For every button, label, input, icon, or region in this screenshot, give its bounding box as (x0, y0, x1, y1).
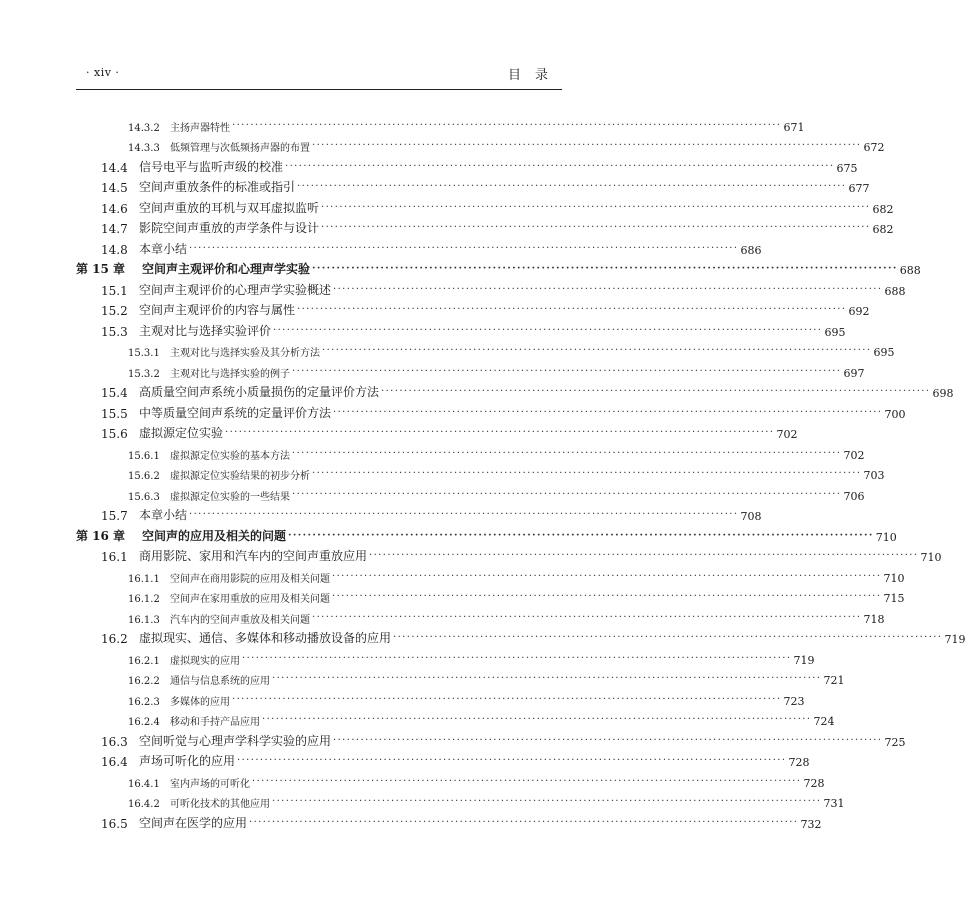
dot-leader: ························································································································ (292, 447, 842, 459)
toc-entry-number: 16.3 (101, 734, 128, 749)
toc-chapter-entry[interactable] (76, 257, 921, 278)
toc-entry-number: 16.4 (101, 755, 128, 769)
toc-entry-page: 718 (863, 612, 885, 626)
toc-entry-title: 移动和手持产品应用 (170, 717, 260, 728)
toc-entry-title: 虚拟源定位实验的基本方法 (170, 450, 290, 462)
toc-section-entry[interactable] (76, 380, 954, 401)
toc-entry-number: 15.1 (101, 283, 128, 298)
toc-entry-number: 15.6.1 (128, 450, 160, 462)
dot-leader: ························································································································ (381, 386, 931, 397)
dot-leader: ························································································································ (333, 734, 883, 746)
toc-section-entry[interactable] (76, 216, 894, 237)
toc-entry-page: 686 (740, 243, 762, 257)
dot-leader: ························································································································ (232, 693, 782, 705)
toc-entry-number: 16.5 (101, 816, 128, 831)
toc-entry-title: 影院空间声重放的声学条件与设计 (139, 221, 320, 235)
dot-leader: ························································································································ (322, 345, 872, 356)
toc-chapter-entry[interactable] (76, 523, 897, 544)
toc-entry-title: 空间声的应用及相关的问题 (142, 528, 287, 543)
toc-section-entry[interactable] (76, 298, 870, 319)
toc-entry-title: 虚拟源定位实验的一些结果 (170, 491, 290, 503)
toc-entry-page: 723 (783, 694, 805, 708)
toc-entry-title: 空间声主观评价的心理声学实验概述 (139, 282, 332, 297)
toc-entry-page: 721 (823, 674, 845, 687)
toc-entry-page: 698 (932, 387, 954, 400)
toc-section-entry[interactable] (76, 421, 798, 442)
toc-entry-page: 700 (884, 407, 906, 421)
toc-entry-title: 空间声主观评价和心理声学实验 (142, 262, 311, 276)
toc-entry-page: 695 (873, 346, 895, 359)
toc-entry-title: 虚拟源定位实验 (139, 426, 224, 440)
toc-subsection-entry[interactable] (76, 769, 825, 790)
toc-entry-number: 16.1.1 (128, 573, 160, 585)
dot-leader: ························································································································ (249, 816, 799, 828)
dot-leader: ························································································································ (273, 324, 823, 336)
toc-entry-number: 16.4.2 (128, 799, 160, 810)
toc-entry-title: 可听化技术的其他应用 (170, 799, 270, 810)
toc-entry-number: 15.4 (101, 386, 128, 400)
toc-entry-page: 675 (836, 161, 858, 175)
toc-entry-number: 15.7 (101, 509, 128, 523)
dot-leader: ························································································································ (297, 304, 847, 315)
toc-entry-number: 16.1.3 (128, 614, 160, 626)
toc-entry-number: 16.1 (101, 550, 128, 564)
dot-leader: ························································································································ (393, 632, 943, 643)
toc-entry-number: 15.6 (101, 427, 128, 441)
dot-leader: ························································································································ (272, 673, 822, 684)
dot-leader: ························································································································ (321, 222, 871, 233)
dot-leader: ························································································································ (332, 591, 882, 602)
dot-leader: ························································································································ (312, 263, 898, 274)
dot-leader: ························································································································ (262, 714, 812, 725)
toc-entry-page: 719 (793, 653, 815, 667)
running-header (76, 66, 562, 86)
dot-leader: ························································································································ (312, 611, 862, 623)
toc-section-entry[interactable] (76, 195, 894, 216)
toc-entry-title: 主观对比与选择实验的例子 (170, 368, 290, 380)
dot-leader: ························································································································ (285, 160, 835, 172)
toc-entry-title: 多媒体的应用 (170, 696, 230, 708)
toc-entry-title: 主观对比与选择实验评价 (139, 323, 272, 338)
dot-leader: ························································································································ (333, 406, 883, 418)
toc-subsection-entry[interactable] (76, 441, 865, 462)
toc-subsection-entry[interactable] (76, 564, 905, 585)
toc-subsection-entry[interactable] (76, 585, 905, 606)
toc-entry-number: 14.7 (101, 222, 128, 236)
toc-entry-title: 主扬声器特性 (170, 122, 230, 134)
toc-entry-title: 空间声在医学的应用 (139, 815, 248, 830)
toc-section-entry[interactable] (76, 749, 810, 770)
dot-leader: ························································································································ (292, 365, 842, 377)
dot-leader: ························································································································ (369, 550, 919, 561)
table-of-contents (76, 113, 965, 831)
toc-entry-number: 16.2.3 (128, 696, 160, 708)
toc-entry-number: 16.2.2 (128, 676, 160, 687)
toc-subsection-entry[interactable] (76, 646, 815, 667)
toc-subsection-entry[interactable] (76, 667, 845, 688)
toc-entry-title: 空间声重放条件的标准或指引 (139, 180, 296, 194)
toc-entry-title: 通信与信息系统的应用 (170, 676, 270, 687)
toc-entry-title: 汽车内的空间声重放及相关问题 (170, 614, 310, 626)
toc-subsection-entry[interactable] (76, 134, 885, 155)
toc-section-entry[interactable] (76, 544, 942, 565)
toc-entry-number: 第 16 章 (76, 528, 126, 543)
toc-entry-title: 虚拟现实、通信、多媒体和移动播放设备的应用 (139, 631, 392, 645)
toc-section-entry[interactable] (76, 400, 906, 421)
toc-entry-page: 725 (884, 735, 906, 749)
toc-section-entry[interactable] (76, 318, 846, 339)
toc-subsection-entry[interactable] (76, 482, 865, 503)
toc-entry-title: 信号电平与监听声级的校准 (139, 159, 284, 174)
toc-subsection-entry[interactable] (76, 687, 805, 708)
toc-section-entry[interactable] (76, 154, 858, 175)
toc-subsection-entry[interactable] (76, 359, 865, 380)
toc-entry-title: 空间听觉与心理声学科学实验的应用 (139, 733, 332, 748)
toc-entry-title: 空间声在家用重放的应用及相关问题 (170, 594, 330, 605)
toc-entry-number: 14.6 (101, 201, 128, 216)
toc-section-entry[interactable] (76, 236, 762, 257)
toc-entry-page: 706 (843, 489, 865, 503)
toc-entry-title: 高质量空间声系统小质量损伤的定量评价方法 (139, 385, 380, 399)
toc-entry-title: 虚拟源定位实验结果的初步分析 (170, 471, 310, 482)
dot-leader: ························································································································ (237, 755, 787, 766)
toc-entry-title: 室内声场的可听化 (170, 778, 250, 790)
toc-entry-title: 虚拟现实的应用 (170, 655, 240, 667)
toc-section-entry[interactable] (76, 728, 906, 749)
toc-entry-page: 715 (883, 592, 905, 605)
toc-entry-page: 728 (788, 756, 810, 769)
toc-entry-page: 719 (944, 633, 965, 646)
page-number: · xiv · (86, 66, 120, 79)
toc-entry-number: 14.4 (101, 160, 128, 175)
toc-entry-number: 16.4.1 (128, 778, 160, 790)
toc-entry-number: 14.8 (101, 242, 128, 257)
toc-entry-title: 空间声主观评价的内容与属性 (139, 303, 296, 317)
dot-leader: ························································································································ (272, 796, 822, 807)
toc-entry-title: 低频管理与次低频扬声器的布置 (170, 143, 310, 154)
toc-entry-title: 中等质量空间声系统的定量评价方法 (139, 405, 332, 420)
toc-entry-page: 697 (843, 366, 865, 380)
toc-subsection-entry[interactable] (76, 605, 885, 626)
dot-leader: ························································································································ (252, 775, 802, 787)
toc-entry-number: 14.3.2 (128, 122, 160, 134)
toc-subsection-entry[interactable] (76, 708, 835, 729)
running-section-title: 目录 (507, 68, 562, 83)
toc-entry-number: 16.2 (101, 632, 128, 646)
toc-entry-page: 724 (813, 715, 835, 728)
toc-entry-page: 695 (824, 325, 846, 339)
toc-entry-page: 703 (863, 469, 885, 482)
toc-section-entry[interactable] (76, 810, 822, 831)
dot-leader: ························································································································ (321, 201, 871, 213)
toc-entry-number: 15.3.2 (128, 368, 160, 380)
toc-entry-page: 728 (803, 776, 825, 790)
toc-entry-page: 702 (776, 428, 798, 441)
toc-entry-page: 688 (884, 284, 906, 298)
toc-entry-number: 15.6.2 (128, 471, 160, 482)
toc-entry-page: 677 (848, 182, 870, 195)
toc-entry-number: 16.2.1 (128, 655, 160, 667)
toc-entry-page: 682 (872, 202, 894, 216)
toc-entry-title: 空间声在商用影院的应用及相关问题 (170, 573, 330, 585)
toc-subsection-entry[interactable] (76, 113, 805, 134)
toc-entry-number: 第 15 章 (76, 262, 126, 276)
toc-entry-page: 731 (823, 797, 845, 810)
toc-entry-page: 672 (863, 141, 885, 154)
toc-subsection-entry[interactable] (76, 790, 845, 811)
toc-entry-title: 空间声重放的耳机与双耳虚拟监听 (139, 200, 320, 215)
toc-entry-page: 710 (883, 571, 905, 585)
header-rule (76, 89, 562, 90)
toc-entry-title: 商用影院、家用和汽车内的空间声重放应用 (139, 549, 368, 563)
dot-leader: ························································································································ (332, 570, 882, 582)
toc-section-entry[interactable] (76, 277, 906, 298)
dot-leader: ························································································································ (232, 119, 782, 131)
toc-entry-title: 主观对比与选择实验及其分析方法 (170, 348, 320, 359)
toc-section-entry[interactable] (76, 503, 762, 524)
toc-entry-number: 15.6.3 (128, 491, 160, 503)
toc-entry-title: 本章小结 (139, 241, 188, 256)
toc-section-entry[interactable] (76, 175, 870, 196)
toc-section-entry[interactable] (76, 626, 965, 647)
toc-entry-page: 732 (800, 817, 822, 831)
toc-subsection-entry[interactable] (76, 339, 895, 360)
dot-leader: ························································································································ (189, 509, 739, 520)
toc-entry-number: 16.1.2 (128, 594, 160, 605)
toc-entry-number: 14.3.3 (128, 143, 160, 154)
toc-entry-number: 15.3.1 (128, 348, 160, 359)
toc-entry-page: 692 (848, 305, 870, 318)
toc-entry-title: 本章小结 (139, 508, 188, 522)
toc-entry-page: 710 (875, 530, 897, 544)
dot-leader: ························································································································ (292, 488, 842, 500)
toc-entry-page: 708 (740, 510, 762, 523)
dot-leader: ························································································································ (333, 283, 883, 295)
toc-entry-number: 14.5 (101, 181, 128, 195)
toc-entry-number: 15.5 (101, 406, 128, 421)
toc-entry-page: 682 (872, 223, 894, 236)
toc-entry-page: 710 (920, 551, 942, 564)
toc-entry-page: 688 (899, 264, 921, 277)
dot-leader: ························································································································ (288, 529, 874, 541)
dot-leader: ························································································································ (189, 242, 739, 254)
toc-entry-number: 16.2.4 (128, 717, 160, 728)
dot-leader: ························································································································ (242, 652, 792, 664)
toc-subsection-entry[interactable] (76, 462, 885, 483)
toc-entry-number: 15.2 (101, 304, 128, 318)
toc-entry-page: 702 (843, 448, 865, 462)
dot-leader: ························································································································ (225, 427, 775, 438)
toc-entry-page: 671 (783, 120, 805, 134)
toc-entry-number: 15.3 (101, 324, 128, 339)
dot-leader: ························································································································ (297, 181, 847, 192)
dot-leader: ························································································································ (312, 140, 862, 151)
dot-leader: ························································································································ (312, 468, 862, 479)
toc-entry-title: 声场可听化的应用 (139, 754, 236, 768)
